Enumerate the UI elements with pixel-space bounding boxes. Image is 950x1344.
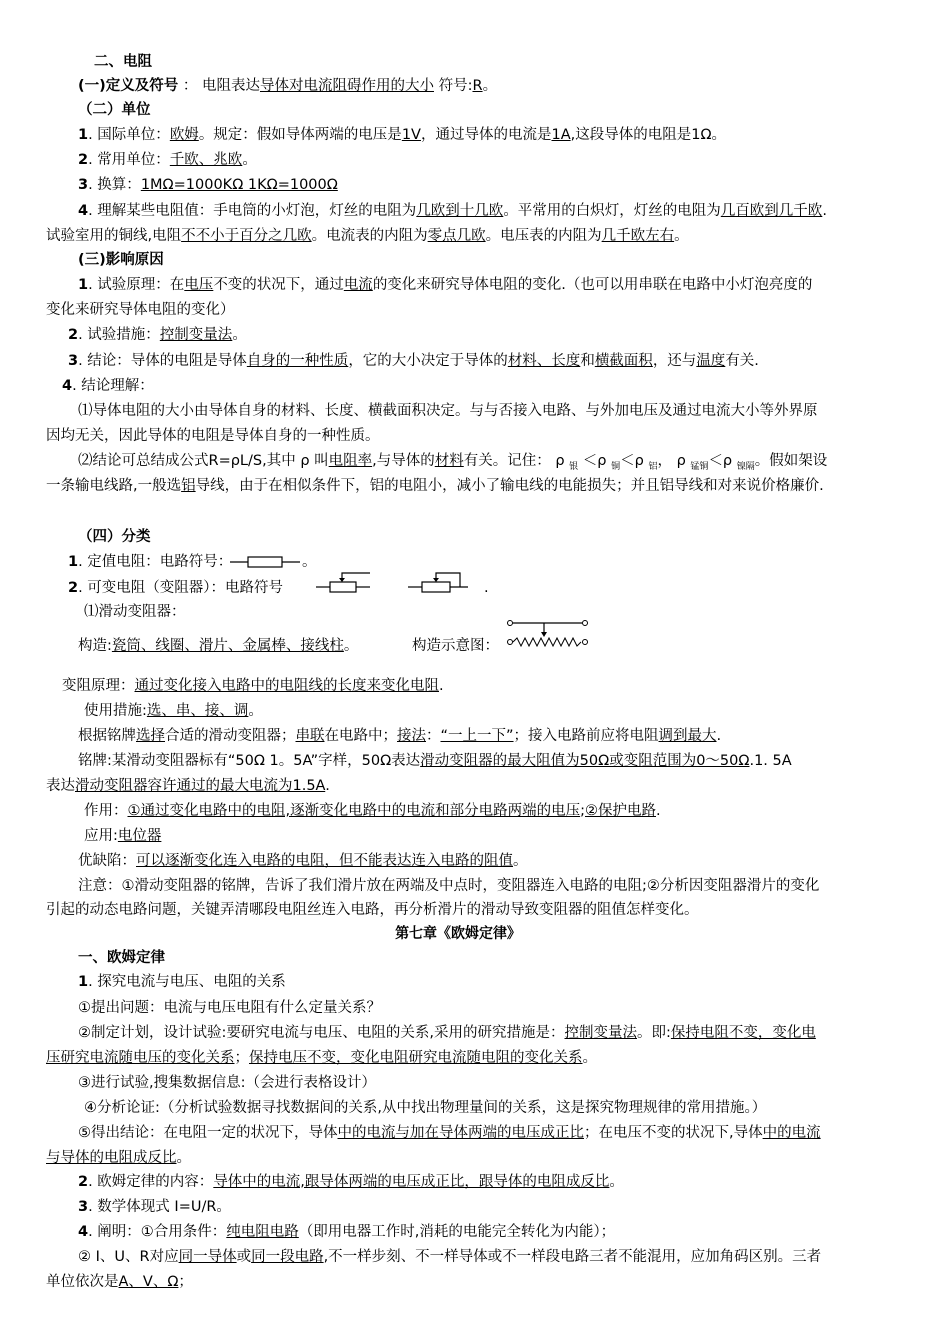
text: 根据铭牌: [78, 728, 136, 744]
text: ；: [178, 1274, 193, 1290]
text: 。: [513, 853, 528, 869]
principle-line: [62, 676, 444, 696]
text: .: [439, 678, 444, 694]
slider-structure-diagram-icon: [506, 618, 592, 652]
subscript: 铜: [611, 461, 621, 472]
factor-item-1: [78, 275, 812, 295]
underlined-text: 滑动变阻器的最大阻值为50Ω或变阻范围为0～50Ω: [420, 753, 750, 769]
text: . 国际单位：: [88, 127, 170, 143]
text: 应用:: [84, 828, 118, 844]
underlined-text: 控制变量法: [159, 327, 233, 343]
text: . 数学体现式 I=U/R。: [88, 1199, 231, 1215]
note-line: 注意：①滑动变阻器的铭牌，告诉了我们滑片放在两端及中点时，变阻器连入电路的电阻;②分析因变阻器滑片的变化: [78, 878, 820, 894]
step-4: ④分析论证:（分析试验数据寻找数据间的关系,从中找出物理量间的关系，这是探究物理规律的常用措施。）: [84, 1100, 767, 1116]
definition-heading: (一)定义及符号: [78, 78, 179, 94]
text: ⑵结论可总结成公式R=ρL/S,其中 ρ 叫: [78, 453, 329, 469]
text: . 欧姆定律的内容：: [88, 1174, 214, 1190]
step-5-cont: [46, 1148, 191, 1168]
text: 符号:: [433, 78, 473, 94]
conclusion-para-2-cont: [46, 476, 824, 496]
text: . 结论理解：: [72, 378, 154, 394]
underlined-text: 控制变量法: [564, 1025, 637, 1041]
ohm-item-3: [78, 1197, 231, 1217]
subscript: 镍隔: [736, 461, 755, 472]
factor-heading: (三)影响原因: [78, 252, 164, 268]
text: ;: [580, 803, 585, 819]
item-number: 4: [78, 1224, 89, 1240]
text: ；在电压不变的状况下,导体: [584, 1125, 763, 1141]
factor-item-4: [62, 376, 154, 396]
item-number: 1: [78, 277, 89, 293]
text: ， ρ: [657, 453, 691, 469]
underlined-text: 电阻率: [328, 453, 373, 469]
text: 。: [232, 327, 247, 343]
text: .1. 5A: [749, 753, 792, 769]
unit-item-2: [78, 150, 257, 170]
step-5: [78, 1123, 821, 1143]
underlined-text: 几百欧到几千欧: [720, 203, 823, 219]
text: 在电路中；: [324, 728, 397, 744]
subscript: 铝: [648, 461, 658, 472]
item-number: 3: [78, 177, 89, 193]
unit-heading: （二）单位: [78, 102, 151, 118]
slider-rheostat-heading: ⑴滑动变阻器：: [84, 604, 186, 620]
underlined-text: 同一导体: [178, 1249, 237, 1265]
text: （即用电器工作时,消耗的电能完全转化为内能）；: [298, 1224, 616, 1240]
text: 使用措施:: [84, 703, 147, 719]
item-number: 1: [68, 554, 79, 570]
underlined-text: 通过变化接入电路中的电阻线的长度来变化电阻: [134, 678, 439, 694]
text: 。电流表的内阻为: [311, 228, 428, 244]
ohm-item-1: [78, 972, 286, 992]
ohm-item-4-point-2: [78, 1247, 821, 1267]
text: 铭牌:某滑动变阻器标有“50Ω 1。5A”字样，50Ω表达: [78, 753, 421, 769]
symbol-r: R: [472, 78, 483, 94]
subscript: 银: [569, 461, 579, 472]
text: 有关.: [725, 353, 759, 369]
text: 有关。记住： ρ: [463, 453, 570, 469]
selection-line: [78, 726, 721, 746]
text: 变阻原理：: [62, 678, 135, 694]
unit-item-1: [78, 125, 726, 145]
text: 和: [580, 353, 595, 369]
factor-item-2: [68, 325, 247, 345]
text: ② I、U、R对应: [78, 1249, 179, 1265]
text: 。: [674, 228, 689, 244]
definition-line: [78, 76, 497, 96]
variable-resistor-symbol-icon: [316, 570, 372, 594]
underlined-text: 零点几欧: [427, 228, 486, 244]
underlined-text: 选、串、接、调: [146, 703, 249, 719]
nameplate-line: [78, 751, 792, 771]
underlined-text: 千欧、兆欧: [169, 152, 243, 168]
underlined-text: 电位器: [117, 828, 162, 844]
text: ，它的大小决定于导体的: [348, 353, 508, 369]
text: 表达: [46, 778, 75, 794]
text: 一条输电线路,一般选: [46, 478, 182, 494]
item-number: 1: [78, 974, 89, 990]
ohm-item-4: [78, 1222, 615, 1242]
conclusion-para-2: [78, 451, 827, 471]
application-line: [84, 826, 161, 846]
underlined-text: 横截面积: [594, 353, 653, 369]
underlined-text: 调到最大: [658, 728, 717, 744]
text: 或: [236, 1249, 252, 1265]
text: 。: [343, 638, 359, 654]
underlined-text: 纯电阻电路: [226, 1224, 299, 1240]
underlined-text: 滑动变阻器容许通过的最大电流为1.5A: [75, 778, 326, 794]
text: .: [656, 803, 661, 819]
underlined-text: 电流: [343, 277, 373, 293]
text: ＜ρ: [708, 453, 737, 469]
item-number: 2: [78, 152, 89, 168]
text: . 定值电阻：电路符号：: [78, 554, 233, 570]
unit-item-3: [78, 175, 338, 195]
underlined-text: 1MΩ=1000KΩ 1KΩ=1000Ω: [140, 177, 338, 193]
text: ②制定计划，设计试验:要研究电流与电压、电阻的关系,采用的研究措施是：: [78, 1025, 565, 1041]
item-number: 3: [78, 1199, 89, 1215]
text: 不变的状况下，通过: [213, 277, 344, 293]
underlined-text: 接法: [397, 728, 426, 744]
item-number: 2: [78, 1174, 89, 1190]
text: ,不一样步刻、不一样导体或不一样段电路三者不能混用，应加角码区别。三者: [323, 1249, 822, 1265]
text: .: [822, 203, 827, 219]
nameplate-line-cont: [46, 776, 330, 796]
conclusion-para-1-cont: 因均无关，因此导体的电阻是导体自身的一种性质。: [46, 428, 380, 444]
text: ,与导体的: [372, 453, 435, 469]
usage-line: [84, 701, 263, 721]
text: 的变化来研究导体电阻的变化.（也可以用串联在电路中小灯泡亮度的: [372, 277, 813, 293]
underlined-text: 材料、长度: [507, 353, 581, 369]
underlined-text: 几千欧左右: [601, 228, 675, 244]
item-number: 2: [68, 327, 79, 343]
item-number: 4: [78, 203, 89, 219]
text: 导线，由于在相似条件下，铝的电阻小，减小了输电线的电能损失；并且铝导线和对来说价格廉价.: [195, 478, 824, 494]
note-line-cont: 引起的动态电路问题，关键弄清哪段电阻丝连入电路，再分析滑片的滑动导致变阻器的阻值怎样变化。: [46, 902, 699, 918]
item-number: 1: [78, 127, 89, 143]
text: 试验室用的铜线,电阻: [46, 228, 182, 244]
unit-item-4-cont: [46, 226, 689, 246]
underlined-text: 电压: [184, 277, 214, 293]
underlined-text: 不不小于百分之几欧: [181, 228, 312, 244]
fixed-resistor-symbol-icon: [230, 554, 300, 570]
step-2: [78, 1023, 816, 1043]
text: 。: [242, 152, 257, 168]
function-line: [84, 801, 661, 821]
underlined-text: 压研究电流随电压的变化关系: [46, 1050, 235, 1066]
underlined-text: 导体中的电流,跟导体两端的电压成正比，跟导体的电阻成反比: [213, 1174, 610, 1190]
text: 作用：: [84, 803, 128, 819]
underlined-text: 同一段电路: [251, 1249, 324, 1265]
fixed-resistor-end: 。: [302, 554, 317, 570]
subscript: 锰铜: [690, 461, 709, 472]
text: . 换算：: [88, 177, 141, 193]
underlined-text: 自身的一种性质: [246, 353, 349, 369]
pros-cons-line: [78, 851, 528, 871]
underlined-text: 温度: [696, 353, 726, 369]
text: 合适的滑动变阻器；: [165, 728, 296, 744]
step-3: ③进行试验,搜集数据信息:（会进行表格设计）: [78, 1075, 376, 1091]
conclusion-para-1: ⑴导体电阻的大小由导体自身的材料、长度、横截面积决定。与与否接入电路、与外加电压及通过电流大小等外界原: [78, 403, 818, 419]
text: .: [325, 778, 330, 794]
text: 。即:: [637, 1025, 671, 1041]
ohm-item-2: [78, 1172, 624, 1192]
underlined-text: A、V、Ω: [118, 1274, 179, 1290]
variable-resistor-end: .: [484, 580, 489, 596]
factor-item-1-cont: 变化来研究导体电阻的变化）: [46, 302, 235, 318]
underlined-text: ①通过变化电路中的电阻,逐渐变化电路中的电流和部分电路两端的电压: [127, 803, 581, 819]
text: ；接入电路前应将电阻: [513, 728, 659, 744]
underlined-text: 中的电流与加在导体两端的电压成正比: [337, 1125, 584, 1141]
underlined-text: 选择: [136, 728, 165, 744]
text: . 可变电阻（变阻器）：电路符号: [78, 580, 284, 596]
section-title-resistance: 二、电阻: [94, 54, 152, 70]
underlined-text: ②保护电路: [585, 803, 656, 819]
text: ,这段导体的电阻是1Ω。: [570, 127, 727, 143]
item-number: 2: [68, 580, 79, 596]
text: 。: [248, 703, 263, 719]
text: ：: [426, 728, 441, 744]
text: ＜ρ: [578, 453, 612, 469]
underlined-text: 铝: [181, 478, 196, 494]
construction-line: [78, 636, 358, 656]
underlined-text: 瓷筒、线圈、滑片、金属棒、接线柱: [111, 638, 344, 654]
text: . 试验措施：: [78, 327, 160, 343]
text: 。规定：假如导体两端的电压是: [198, 127, 402, 143]
text: ⑤得出结论：在电阻一定的状况下，导体: [78, 1125, 338, 1141]
text: 。: [482, 78, 498, 94]
underlined-text: 串联: [295, 728, 325, 744]
variable-resistor-line: [68, 578, 283, 598]
text: 。电压表的内阻为: [485, 228, 602, 244]
underlined-text: 几欧到十几欧: [416, 203, 504, 219]
classify-heading: （四）分类: [78, 529, 151, 545]
text: 。: [609, 1174, 624, 1190]
text: . 结论：导体的电阻是导体: [78, 353, 247, 369]
text: . 探究电流与电压、电阻的关系: [88, 974, 286, 990]
text: ；: [234, 1050, 249, 1066]
item-number: 4: [62, 378, 73, 394]
text: . 阐明：①合用条件：: [88, 1224, 227, 1240]
underlined-text: “一上一下”: [440, 728, 514, 744]
definition-underlined: 导体对电流阻碍作用的大小: [259, 78, 434, 94]
text: ： 电阻表达: [178, 78, 260, 94]
underlined-text: 保持电压不变，变化电阻研究电流随电阻的变化关系: [249, 1050, 583, 1066]
text: 构造:: [78, 638, 112, 654]
underlined-text: 中的电流: [762, 1125, 821, 1141]
text: ，通过导体的电流是: [420, 127, 552, 143]
underlined-text: 材料: [434, 453, 464, 469]
underlined-text: 1A: [551, 127, 571, 143]
underlined-text: 1V: [401, 127, 421, 143]
text: . 试验原理：在: [88, 277, 185, 293]
text: 优缺陷：: [78, 853, 136, 869]
underlined-text: 保持电阻不变，变化电: [670, 1025, 816, 1041]
underlined-text: 与导体的电阻成反比: [46, 1150, 177, 1166]
step-1: ①提出问题：电流与电压电阻有什么定量关系？: [78, 1000, 381, 1016]
diagram-label: 构造示意图：: [412, 638, 499, 654]
ohm-item-4-point-2-cont: [46, 1272, 193, 1292]
underlined-text: 欧姆: [169, 127, 199, 143]
text: 单位依次是: [46, 1274, 119, 1290]
text: 。: [582, 1050, 597, 1066]
factor-item-3: [68, 351, 759, 371]
unit-item-4: [78, 201, 827, 221]
text: ＜ρ: [620, 453, 649, 469]
text: 。: [176, 1150, 191, 1166]
text: .: [716, 728, 722, 744]
text: 。平常用的白炽灯，灯丝的电阻为: [503, 203, 721, 219]
chapter-title: 第七章《欧姆定律》: [395, 926, 521, 942]
fixed-resistor-line: [68, 552, 232, 572]
item-number: 3: [68, 353, 79, 369]
underlined-text: 可以逐渐变化连入电路的电阻，但不能表达连入电路的阻值: [136, 853, 513, 869]
text: 。假如架设: [754, 453, 828, 469]
text: ，还与: [652, 353, 697, 369]
ohm-section-title: 一、欧姆定律: [78, 950, 165, 966]
rheostat-symbol-icon: [408, 570, 470, 594]
text: . 常用单位：: [88, 152, 170, 168]
text: . 理解某些电阻值：手电筒的小灯泡，灯丝的电阻为: [88, 203, 417, 219]
step-2-cont: [46, 1048, 597, 1068]
